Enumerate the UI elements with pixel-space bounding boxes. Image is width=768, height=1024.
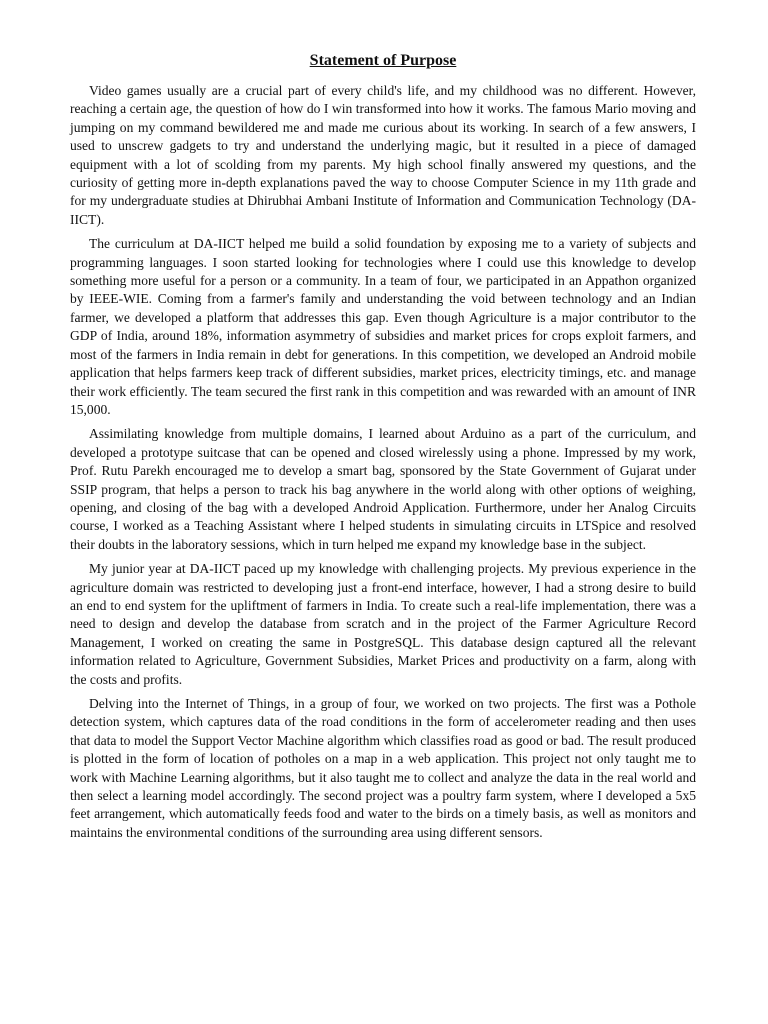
paragraph-iot: Delving into the Internet of Things, in a group of four, we worked on two projects. The first was a Pothole detection system, which captures data of the road conditions in the form of accelerometer reading and then uses that data to model the Support Vector Machine algorithm which classifies road as good or bad. The result produced is plotted in the form of location of potholes on a map in a web application. This project not only taught me to work with Machine Learning algorithms, but it also taught me to collect and analyze the data in the real world and then select a learning model accordingly. The second project was a poultry farm system, where I developed a 5x5 feet arrangement, which automatically feeds food and water to the birds on a timely basis, as well as monitors and maintains the environmental conditions of the surrounding area using different sensors.	[70, 696, 696, 840]
paragraph-curriculum: The curriculum at DA-IICT helped me build a solid foundation by exposing me to a variety of subjects and programming languages. I soon started looking for technologies where I could use this knowledge to develop something more useful for a person or a community. In a team of four, we participated in an Appathon organized by IEEE-WIE. Coming from a farmer's family and understanding the void between technology and an Indian farmer, we developed a platform that addresses this gap. Even though Agriculture is a major contributor to the GDP of India, around 18%, information asymmetry of subsidies and market prices for crops exploit farmers, and most of the farmers in India remain in debt for generations. In this competition, we developed an Android mobile application that helps farmers keep track of different subsidies, market prices, electricity timings, etc. and manage their work efficiently. The team secured the first rank in this competition and was rewarded with an amount of INR 15,000.	[70, 236, 696, 417]
document-page	[70, 50, 696, 848]
paragraph-childhood: Video games usually are a crucial part of every child's life, and my childhood was no different. However, reaching a certain age, the question of how do I win transformed into how it works. The famous Mario moving and jumping on my command bewildered me and made me curious about its working. In search of a few answers, I used to unscrew gadgets to try and understand the underlying magic, but it resulted in a piece of damaged equipment with a lot of scolding from my parents. My high school finally answered my questions, and the curiosity of getting more in-depth explanations paved the way to choose Computer Science in my 11th grade and for my undergraduate studies at Dhirubhai Ambani Institute of Information and Communication Technology (DA-IICT).	[70, 83, 696, 227]
paragraph-arduino: Assimilating knowledge from multiple domains, I learned about Arduino as a part of the curriculum, and developed a prototype suitcase that can be opened and closed wirelessly using a phone. Impressed by my work, Prof. Rutu Parekh encouraged me to develop a smart bag, sponsored by the State Government of Gujarat under SSIP program, that helps a person to track his bag anywhere in the world along with other options of weighing, opening, and closing of the bag with a developed Android Application. Furthermore, under her Analog Circuits course, I worked as a Teaching Assistant where I helped students in simulating circuits in LTSpice and resolved their doubts in the laboratory sessions, which in turn helped me expand my knowledge base in the subject.	[70, 426, 696, 552]
paragraph-junior-year: My junior year at DA-IICT paced up my knowledge with challenging projects. My previous experience in the agriculture domain was restricted to developing just a front-end interface, however, I had a strong desire to build an end to end system for the upliftment of farmers in India. To create such a real-life implementation, there was a need to design and develop the database from scratch and in the project of the Farmer Agriculture Record Management, I worked on creating the same in PostgreSQL. This database design captured all the relevant information related to Agriculture, Government Subsidies, Market Prices and productivity on a farm, along with the costs and profits.	[70, 561, 696, 687]
document-title: Statement of Purpose	[309, 52, 457, 69]
